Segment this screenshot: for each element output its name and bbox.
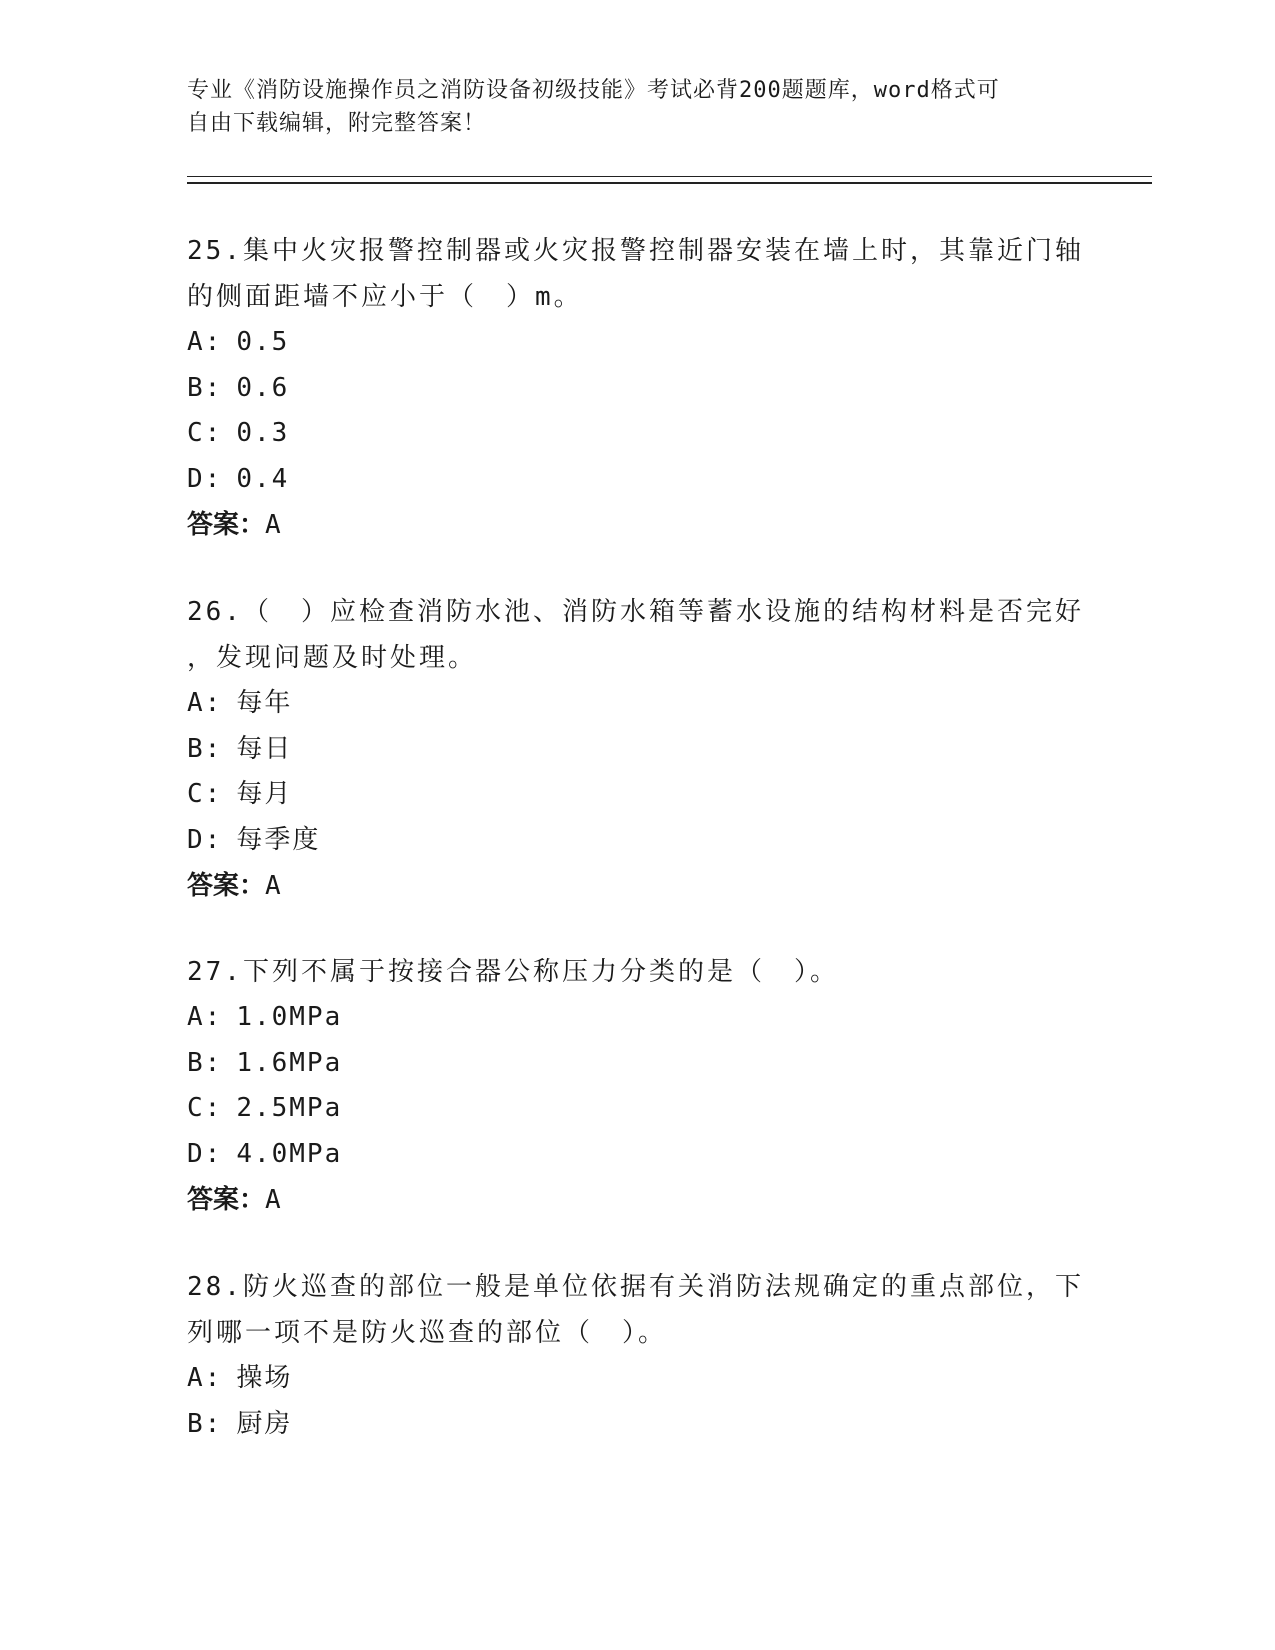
option-text: 每年 <box>236 688 293 718</box>
option-key: A: <box>187 327 223 357</box>
option-key: C: <box>187 779 223 809</box>
question-28 <box>187 1264 1087 1447</box>
option-b <box>187 366 1087 412</box>
document-header <box>187 74 1067 140</box>
header-rule-thin <box>187 176 1152 177</box>
option-text: 0.4 <box>236 463 290 494</box>
option-key: C: <box>187 418 223 448</box>
option-key: B: <box>187 372 223 403</box>
option-text: 4.0MPa <box>236 1138 343 1169</box>
option-d <box>187 818 1087 864</box>
option-key: D: <box>187 463 223 494</box>
option-d <box>187 1132 1087 1178</box>
question-stem-line: 27.下列不属于按接合器公称压力分类的是（ ）。 <box>187 957 839 987</box>
answer-line <box>187 863 1087 909</box>
option-key: D: <box>187 824 223 855</box>
question-25 <box>187 228 1087 548</box>
question-26 <box>187 589 1087 909</box>
option-key: C: <box>187 1093 223 1123</box>
answer-label: 答案： <box>187 1185 266 1215</box>
header-line-2: 自由下载编辑，附完整答案！ <box>187 111 487 136</box>
option-key: B: <box>187 1408 223 1439</box>
option-text: 1.6MPa <box>236 1047 343 1078</box>
option-a <box>187 320 1087 366</box>
answer-value: A <box>265 1185 281 1215</box>
option-text: 每季度 <box>236 824 321 855</box>
option-a <box>187 1356 1087 1402</box>
option-key: B: <box>187 1047 223 1078</box>
question-stem-line: 列哪一项不是防火巡查的部位（ ）。 <box>187 1318 668 1348</box>
option-d <box>187 457 1087 503</box>
option-text: 厨房 <box>236 1408 293 1439</box>
option-a <box>187 681 1087 727</box>
option-key: D: <box>187 1138 223 1169</box>
option-text: 0.6 <box>236 372 290 403</box>
option-key: A: <box>187 1002 223 1032</box>
answer-line <box>187 502 1087 548</box>
option-text: 操场 <box>236 1363 293 1393</box>
question-stem-line: 的侧面距墙不应小于（ ）m。 <box>187 282 583 312</box>
option-text: 0.5 <box>236 327 290 357</box>
answer-value: A <box>265 510 281 540</box>
answer-label: 答案： <box>187 510 266 540</box>
option-b <box>187 1041 1087 1087</box>
question-stem-line: ，发现问题及时处理。 <box>187 643 478 673</box>
header-rule-thick <box>187 182 1152 184</box>
option-b <box>187 1402 1087 1448</box>
option-b <box>187 727 1087 773</box>
option-text: 0.3 <box>236 418 290 448</box>
answer-value: A <box>265 871 281 901</box>
header-line-1: 专业《消防设施操作员之消防设备初级技能》考试必背200题题库，word格式可 <box>187 78 1000 103</box>
option-c <box>187 772 1087 818</box>
option-c <box>187 411 1087 457</box>
question-stem-line: 26.（ ）应检查消防水池、消防水箱等蓄水设施的结构材料是否完好 <box>187 597 1084 627</box>
option-text: 2.5MPa <box>236 1093 343 1123</box>
question-27 <box>187 949 1087 1223</box>
answer-line <box>187 1177 1087 1223</box>
option-key: A: <box>187 1363 223 1393</box>
option-text: 每月 <box>236 779 293 809</box>
option-text: 每日 <box>236 733 293 764</box>
option-text: 1.0MPa <box>236 1002 343 1032</box>
question-stem-line: 28.防火巡查的部位一般是单位依据有关消防法规确定的重点部位，下 <box>187 1272 1084 1302</box>
option-key: A: <box>187 688 223 718</box>
option-key: B: <box>187 733 223 764</box>
question-stem-line: 25.集中火灾报警控制器或火灾报警控制器安装在墙上时，其靠近门轴 <box>187 236 1084 266</box>
option-c <box>187 1086 1087 1132</box>
option-a <box>187 995 1087 1041</box>
answer-label: 答案： <box>187 871 266 901</box>
